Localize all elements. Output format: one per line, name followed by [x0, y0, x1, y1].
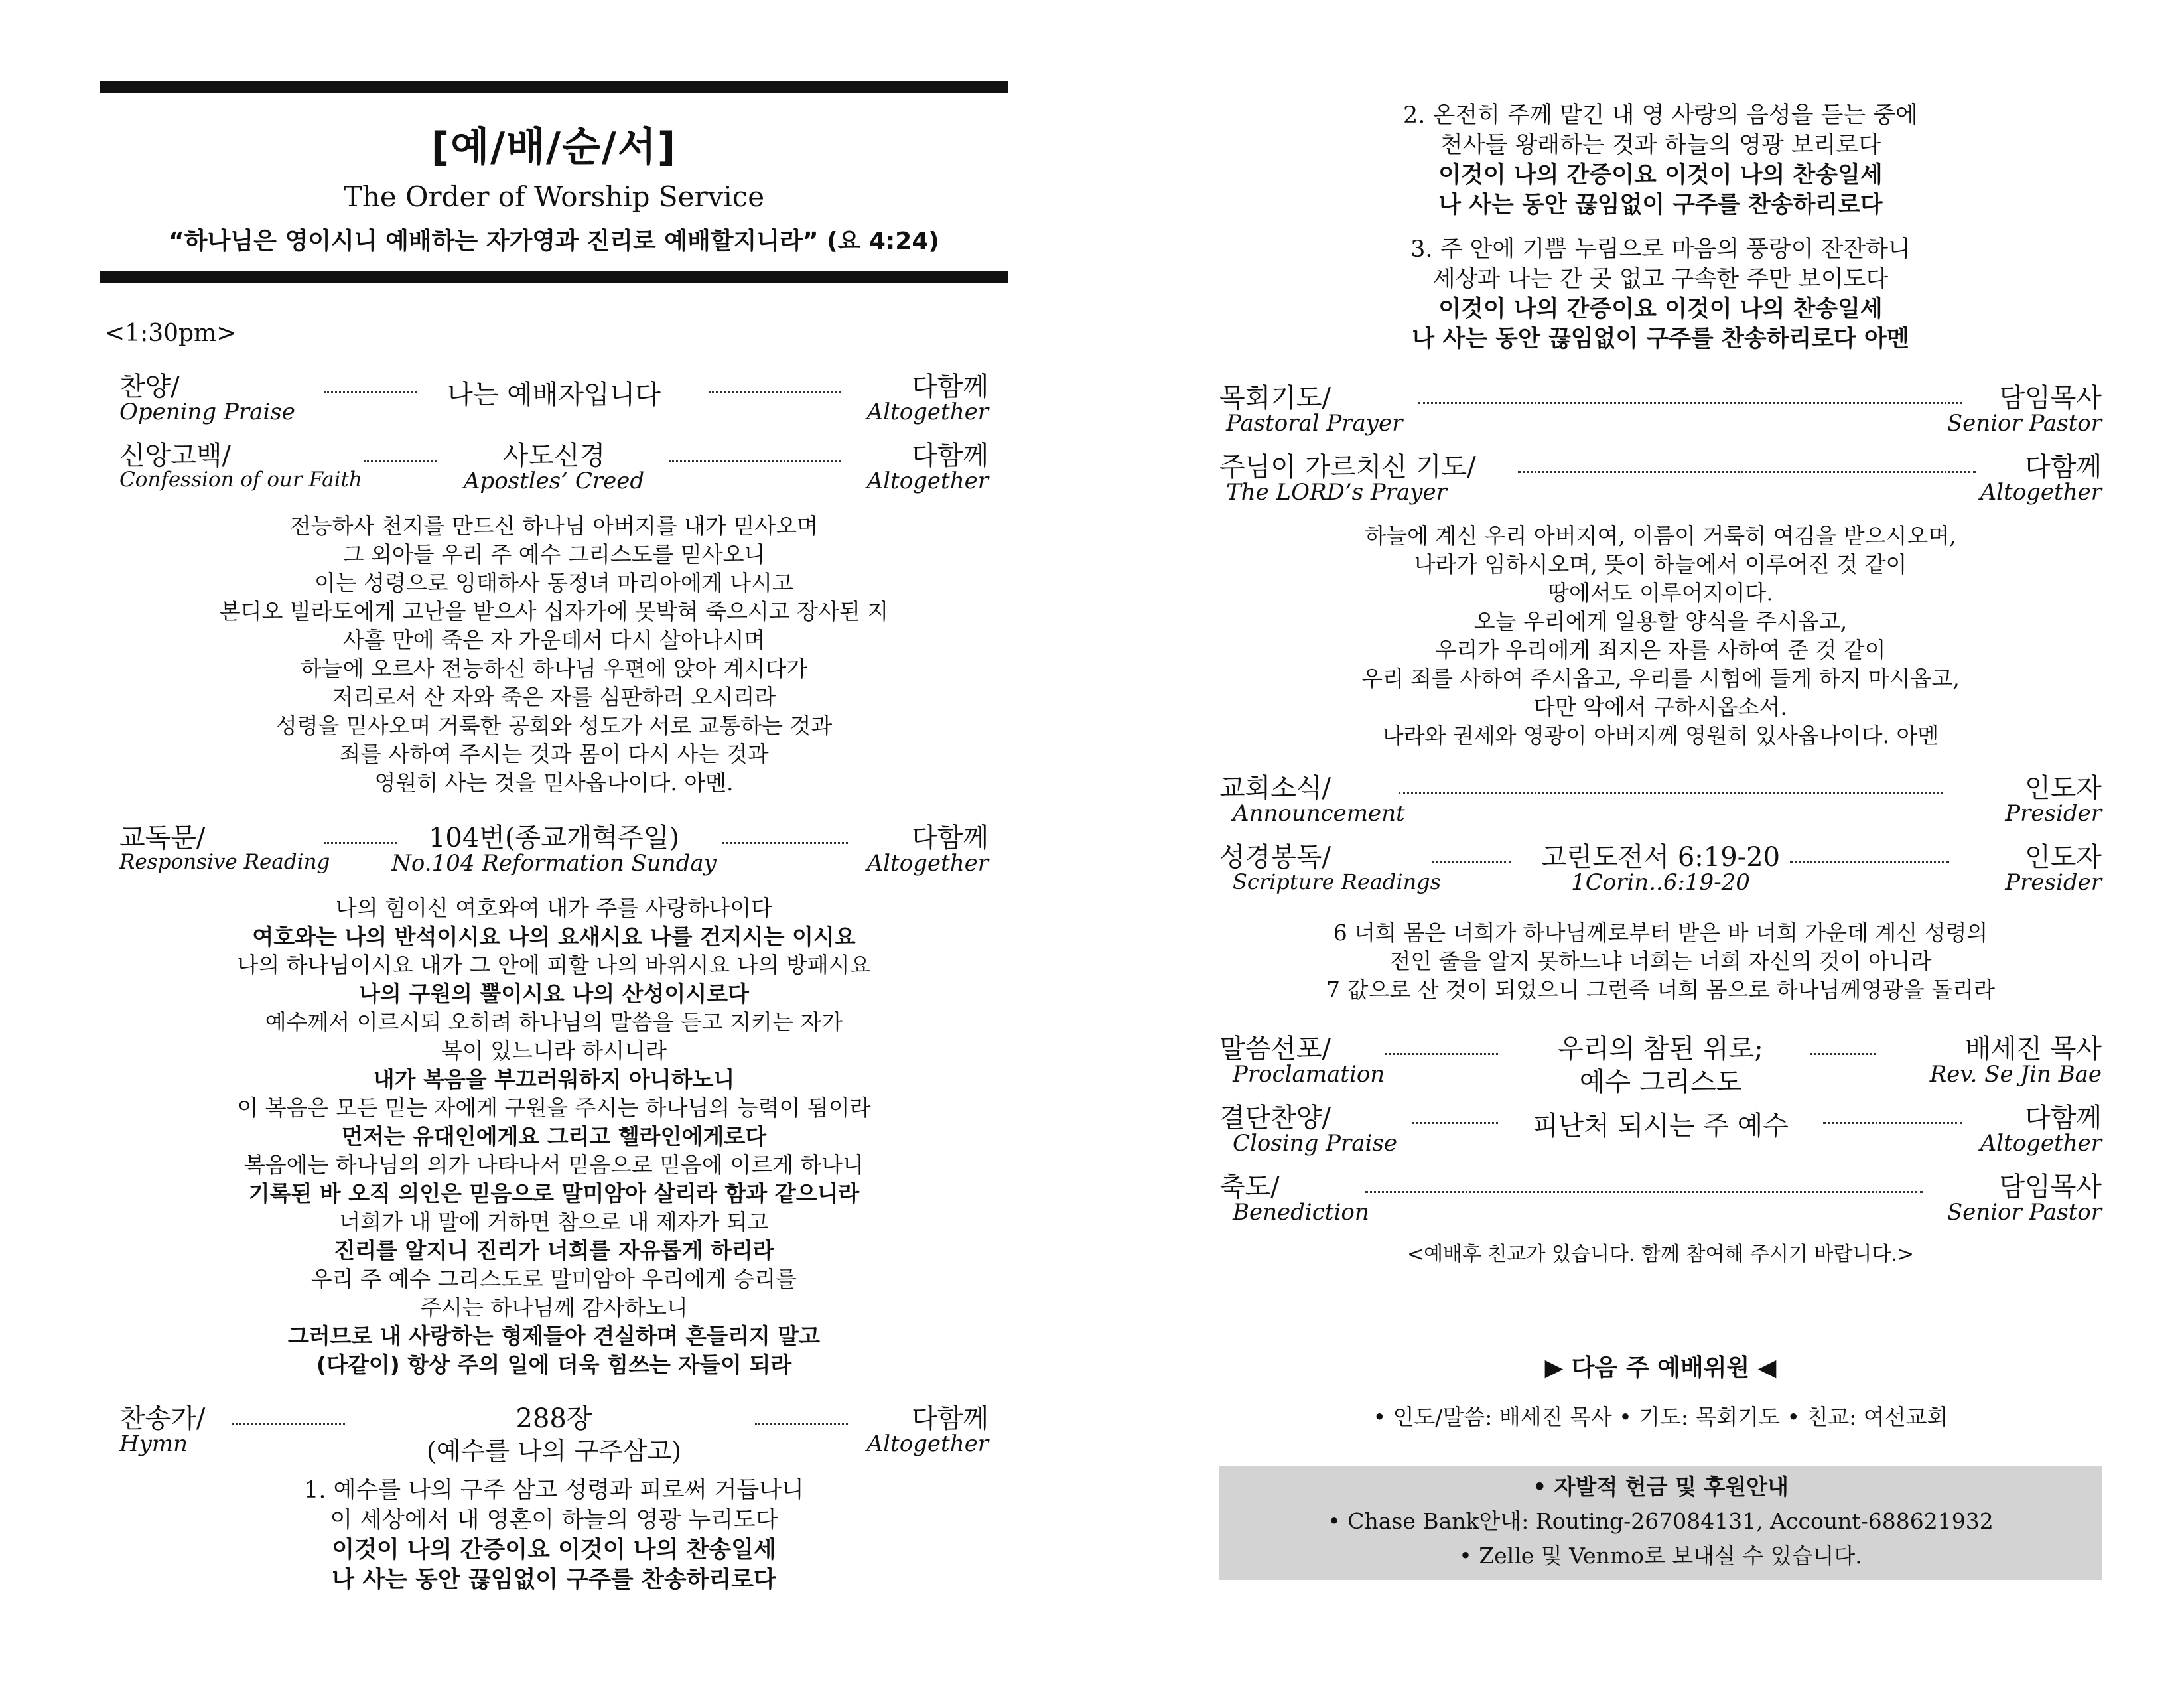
hymn-line: 1. 예수를 나의 구주 삼고 성령과 피로써 거듭나니	[304, 1477, 804, 1504]
fellowship-notice: <예배후 친교가 있습니다. 함께 참여해 주시기 바랍니다.>	[1406, 1243, 1915, 1266]
offering-bank-line: • Chase Bank안내: Routing-267084131, Account-688621932	[1328, 1508, 1994, 1534]
leader-dots	[669, 460, 841, 462]
item-label-en: Proclamation	[1233, 1061, 1385, 1088]
item-title-en: 1Corin..6:19-20	[1571, 869, 1750, 896]
item-leader-en: Altogether	[866, 468, 989, 494]
order-item-pastoral-prayer	[1219, 377, 2102, 446]
item-leader-ko: 다함께	[912, 823, 989, 853]
item-title-en: 예수 그리스도	[1579, 1067, 1742, 1097]
leader-dots	[1399, 792, 1943, 794]
leader-line: 복이 있느니라 하시니라	[441, 1038, 667, 1064]
order-item-responsive	[100, 817, 1008, 886]
page-subtitle: The Order of Worship Service	[343, 180, 765, 213]
item-label-ko: 교회소식/	[1219, 773, 1331, 804]
leader-line: 나의 하나님이시요 내가 그 안에 피할 나의 바위시요 나의 방패시요	[237, 952, 871, 978]
prayer-line: 다만 악에서 구하시옵소서.	[1533, 694, 1788, 720]
hymn-refrain-line: 나 사는 동안 끊임없이 구주를 찬송하리로다	[1438, 192, 1883, 218]
hymn-refrain-line: 이것이 나의 간증이요 이것이 나의 찬송일세	[1438, 296, 1883, 322]
item-leader-en: Rev. Se Jin Bae	[1929, 1061, 2102, 1088]
offering-zelle-line: • Zelle 및 Venmo로 보내실 수 있습니다.	[1459, 1543, 1862, 1569]
item-leader-ko: 다함께	[912, 372, 989, 402]
item-label-en: Pastoral Prayer	[1226, 410, 1403, 437]
bottom-rule	[100, 271, 1008, 283]
next-week-title: ▶ 다음 주 예배위원 ◀	[1544, 1354, 1777, 1381]
congregation-line: 나의 구원의 뿔이시요 나의 산성이시로다	[359, 981, 749, 1007]
scripture-line: 6 너희 몸은 너희가 하나님께로부터 받은 바 너희 가운데 계신 성령의	[1333, 920, 1988, 946]
prayer-line: 나라와 권세와 영광이 아버지께 영원히 있사옵나이다. 아멘	[1382, 723, 1939, 748]
scripture-text	[1219, 918, 2102, 1004]
leader-dots	[1518, 471, 1976, 473]
hymn-refrain-line: 나 사는 동안 끊임없이 구주를 찬송하리로다 아멘	[1412, 326, 1909, 352]
leader-dots	[755, 1423, 848, 1425]
item-label-en: Confession of our Faith	[119, 468, 362, 492]
hymn-line: 3. 주 안에 기쁨 누림으로 마음의 풍랑이 잔잔하니	[1410, 236, 1911, 263]
item-leader-ko: 다함께	[912, 441, 989, 471]
item-label-en: The LORD’s Prayer	[1226, 479, 1447, 506]
item-leader-ko: 담임목사	[1999, 383, 2102, 413]
hymn-line: 천사들 왕래하는 것과 하늘의 영광 보리로다	[1440, 132, 1881, 159]
item-leader-ko: 배세진 목사	[1965, 1034, 2102, 1064]
responsive-reading-text	[100, 894, 1008, 1379]
item-title-en: (예수를 나의 구주삼고)	[426, 1437, 682, 1466]
leader-line: 예수께서 이르시되 오히려 하나님의 말씀을 듣고 지키는 자가	[265, 1009, 843, 1035]
item-label-en: Opening Praise	[119, 399, 295, 425]
congregation-line: 먼저는 유대인에게요 그리고 헬라인에게로다	[341, 1123, 767, 1149]
right-page	[1219, 0, 2102, 1692]
prayer-line: 우리 죄를 사하여 주시옵고, 우리를 시험에 들게 하지 마시옵고,	[1361, 666, 1960, 691]
hymn-refrain-line: 이것이 나의 간증이요 이것이 나의 찬송일세	[332, 1537, 776, 1563]
hymn-line: 이 세상에서 내 영혼이 하늘의 영광 누리도다	[330, 1507, 778, 1533]
item-leader-ko: 다함께	[2025, 452, 2102, 482]
prayer-line: 우리가 우리에게 죄지은 자를 사하여 준 것 같이	[1435, 637, 1886, 663]
creed-line: 전능하사 천지를 만드신 하나님 아버지를 내가 믿사오며	[289, 513, 819, 539]
creed-line: 사흘 만에 죽은 자 가운데서 다시 살아나시며	[342, 627, 766, 653]
scripture-line: 전인 줄을 알지 못하느냐 너희는 너희 자신의 것이 아니라	[1389, 948, 1932, 974]
leader-dots	[722, 842, 848, 844]
left-page	[100, 0, 1008, 1692]
item-leader-en: Senior Pastor	[1946, 410, 2102, 437]
leader-line: 주시는 하나님께 감사하노니	[420, 1295, 688, 1320]
header	[100, 115, 1008, 256]
item-title-ko: 104번(종교개혁주일)	[428, 823, 680, 853]
hymn-verse-3	[1219, 235, 2102, 354]
prayer-line: 나라가 임하시오며, 뜻이 하늘에서 이루어진 것 같이	[1414, 551, 1907, 577]
item-leader-ko: 담임목사	[1999, 1172, 2102, 1202]
creed-line: 그 외아들 우리 주 예수 그리스도를 믿사오니	[342, 541, 766, 567]
hymn-line: 세상과 나는 간 곳 없고 구속한 주만 보이도다	[1432, 266, 1889, 293]
prayer-line: 하늘에 계신 우리 아버지여, 이름이 거룩히 여김을 받으시오며,	[1365, 523, 1956, 549]
item-label-ko: 성경봉독/	[1219, 842, 1331, 873]
item-label-en: Scripture Readings	[1233, 869, 1442, 894]
order-item-opening-praise	[100, 366, 1008, 435]
item-title-ko: 나는 예배자입니다	[447, 380, 661, 410]
item-label-en: Closing Praise	[1233, 1130, 1397, 1157]
congregation-line: 여호와는 나의 반석이시요 나의 요새시요 나를 건지시는 이시요	[252, 924, 856, 950]
leader-line: 우리 주 예수 그리스도로 말미암아 우리에게 승리를	[310, 1266, 797, 1292]
creed-line: 본디오 빌라도에게 고난을 받으사 십자가에 못박혀 죽으시고 장사된 지	[219, 599, 889, 624]
congregation-line: 진리를 알지니 진리가 너희를 자유롭게 하리라	[334, 1237, 774, 1263]
leader-dots	[1790, 861, 1949, 863]
item-title-ko: 피난처 되시는 주 예수	[1533, 1111, 1789, 1141]
page-title: [예/배/순/서]	[431, 124, 677, 171]
offering-title: • 자발적 헌금 및 후원안내	[1533, 1474, 1789, 1500]
leader-line: 이 복음은 모든 믿는 자에게 구원을 주시는 하나님의 능력이 됨이라	[237, 1095, 871, 1121]
item-label-ko: 교독문/	[119, 823, 206, 853]
item-leader-ko: 다함께	[2025, 1103, 2102, 1133]
item-label-ko: 찬양/	[119, 372, 180, 402]
item-label-en: Responsive Reading	[119, 850, 330, 874]
congregation-line: (다같이) 항상 주의 일에 더욱 힘쓰는 자들이 되라	[316, 1352, 792, 1377]
leader-dots	[709, 391, 841, 393]
header-verse: “하나님은 영이시니 예배하는 자가영과 진리로 예배할지니라” (요 4:24)	[169, 228, 939, 255]
creed-line: 죄를 사하여 주시는 것과 몸이 다시 사는 것과	[339, 741, 769, 767]
hymn-verse-1	[100, 1476, 1008, 1595]
leader-dots	[1810, 1053, 1876, 1055]
item-title-en: Apostles’ Creed	[463, 468, 645, 494]
item-label-ko: 축도/	[1219, 1172, 1280, 1202]
item-leader-ko: 인도자	[2025, 773, 2102, 804]
item-leader-en: Senior Pastor	[1946, 1199, 2102, 1226]
item-label-en: Hymn	[119, 1431, 188, 1457]
item-leader-en: Altogether	[866, 399, 989, 425]
item-leader-ko: 다함께	[912, 1403, 989, 1434]
order-item-lords-prayer	[1219, 446, 2102, 515]
creed-line: 저리로서 산 자와 죽은 자를 심판하러 오시리라	[332, 684, 776, 710]
item-title-en: No.104 Reformation Sunday	[391, 850, 717, 877]
hymn-line: 2. 온전히 주께 맡긴 내 영 사랑의 음성을 듣는 중에	[1403, 102, 1918, 129]
leader-dots	[1418, 402, 1962, 404]
item-leader-en: Altogether	[866, 850, 989, 877]
item-label-ko: 결단찬양/	[1219, 1103, 1331, 1133]
order-item-closing-praise	[1219, 1097, 2102, 1166]
lords-prayer-text	[1219, 522, 2102, 750]
item-title-ko: 고린도전서 6:19-20	[1540, 842, 1781, 873]
item-label-ko: 신앙고백/	[119, 441, 232, 471]
item-label-en: Announcement	[1233, 800, 1405, 827]
order-item-hymn	[100, 1397, 1008, 1466]
item-title-ko: 288장	[515, 1403, 592, 1434]
leader-dots	[1823, 1122, 1962, 1124]
order-item-scripture	[1219, 836, 2102, 905]
offering-info-box	[1219, 1466, 2102, 1580]
creed-line: 하늘에 오르사 전능하신 하나님 우편에 앉아 계시다가	[300, 656, 808, 681]
item-leader-ko: 인도자	[2025, 842, 2102, 873]
order-item-announcement	[1219, 767, 2102, 836]
item-label-ko: 주님이 가르치신 기도/	[1219, 452, 1476, 482]
creed-text	[100, 512, 1008, 797]
item-label-ko: 말씀선포/	[1219, 1034, 1331, 1064]
top-rule	[100, 81, 1008, 93]
order-item-benediction	[1219, 1166, 2102, 1235]
item-title-ko: 사도신경	[502, 441, 606, 471]
creed-line: 영원히 사는 것을 믿사옵나이다. 아멘.	[374, 770, 734, 796]
congregation-line: 기록된 바 오직 의인은 믿음으로 말미암아 살리라 함과 같으니라	[248, 1180, 860, 1206]
next-week-servants: • 인도/말씀: 배세진 목사 • 기도: 목회기도 • 친교: 여선교회	[1373, 1404, 1948, 1430]
leader-line: 복음에는 하나님의 의가 나타나서 믿음으로 믿음에 이르게 하나니	[243, 1152, 864, 1178]
order-item-creed	[100, 435, 1008, 504]
creed-line: 이는 성령으로 잉태하사 동정녀 마리아에게 나시고	[314, 570, 793, 596]
item-label-en: Benediction	[1233, 1199, 1369, 1226]
prayer-line: 땅에서도 이루어지이다.	[1548, 580, 1773, 606]
order-item-proclamation	[1219, 1028, 2102, 1097]
leader-dots	[1365, 1191, 1923, 1193]
item-leader-en: Presider	[2005, 869, 2102, 896]
item-title-ko: 우리의 참된 위로;	[1558, 1034, 1763, 1064]
item-leader-en: Presider	[2005, 800, 2102, 827]
congregation-line: 그러므로 내 사랑하는 형제들아 견실하며 흔들리지 말고	[287, 1323, 821, 1349]
hymn-refrain-line: 나 사는 동안 끊임없이 구주를 찬송하리로다	[332, 1567, 776, 1593]
hymn-verse-2	[1219, 101, 2102, 220]
item-label-ko: 찬송가/	[119, 1403, 206, 1434]
prayer-line: 오늘 우리에게 일용할 양식을 주시옵고,	[1473, 608, 1848, 634]
hymn-refrain-line: 이것이 나의 간증이요 이것이 나의 찬송일세	[1438, 162, 1883, 188]
creed-line: 성령을 믿사오며 거룩한 공회와 성도가 서로 교통하는 것과	[275, 713, 833, 739]
congregation-line: 내가 복음을 부끄러워하지 아니하노니	[373, 1066, 735, 1092]
leader-line: 나의 힘이신 여호와여 내가 주를 사랑하나이다	[335, 895, 773, 921]
item-leader-en: Altogether	[1980, 479, 2102, 506]
scripture-line: 7 값으로 산 것이 되었으니 그런즉 너희 몸으로 하나님께영광을 돌리라	[1326, 977, 1995, 1003]
item-label-ko: 목회기도/	[1219, 383, 1331, 413]
item-leader-en: Altogether	[1980, 1130, 2102, 1157]
service-time: <1:30pm>	[105, 320, 237, 347]
item-leader-en: Altogether	[866, 1431, 989, 1457]
leader-line: 너희가 내 말에 거하면 참으로 내 제자가 되고	[339, 1209, 769, 1235]
